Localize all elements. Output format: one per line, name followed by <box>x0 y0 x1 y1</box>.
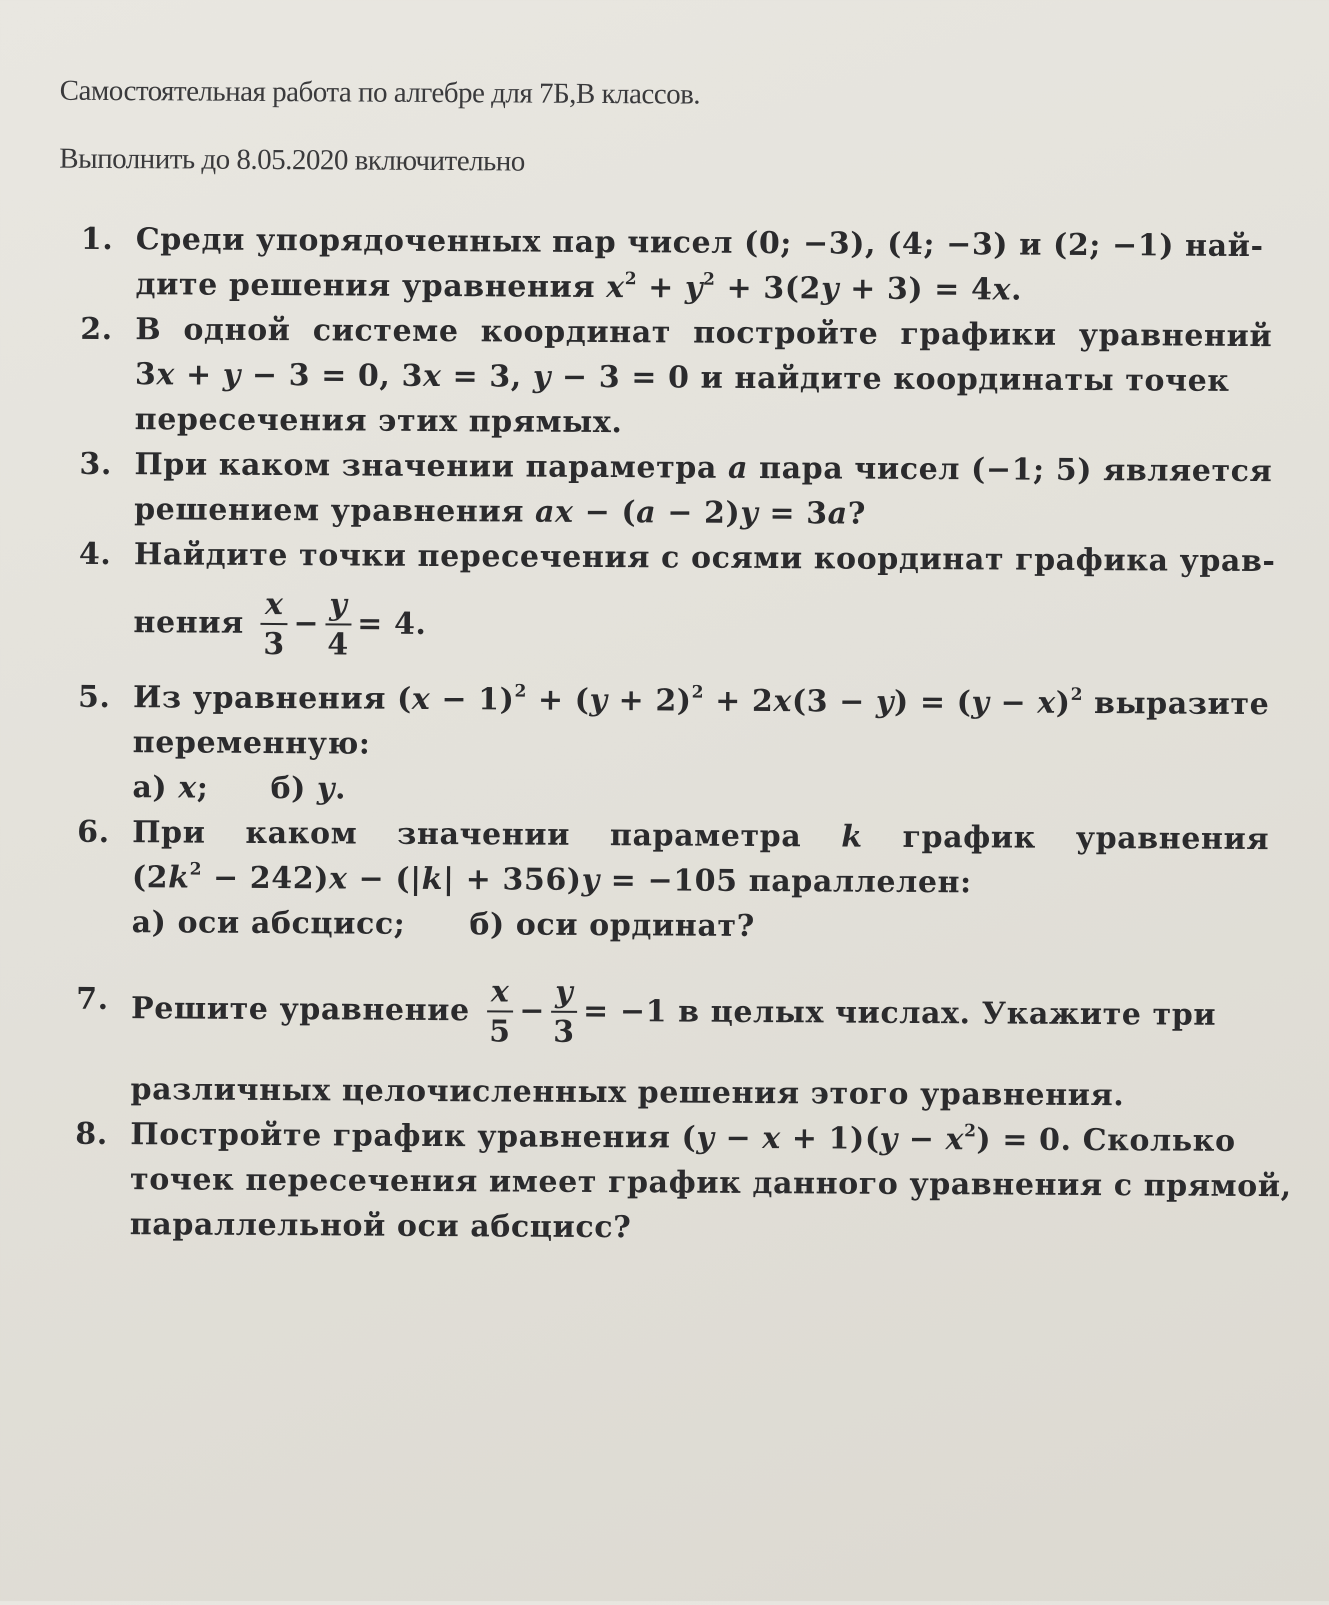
task-number: 2. <box>80 311 113 348</box>
fraction: $\frac{x}{5}$ <box>487 977 514 1047</box>
task-1 <box>80 217 1273 314</box>
task-5 <box>77 675 1270 817</box>
task-number: 5. <box>77 679 111 716</box>
task-text-line: точек пересечения имеет график данного уравнения с прямой, <box>129 1162 1292 1205</box>
task-number: 4. <box>78 536 112 573</box>
task-number: 3. <box>79 446 113 483</box>
task-equation-line: нения $\frac{x}{3}$ − $\frac{y}{4}$ = 4. <box>133 586 427 663</box>
worksheet-title: Самостоятельная работа по алгебре для 7Б,В классов. <box>59 74 701 111</box>
task-list <box>75 217 1292 1254</box>
task-subitems: а) x; б) y. <box>132 770 347 807</box>
task-text-line: различных целочисленных решения этого уравнения. <box>130 1072 1125 1114</box>
task-text-line: При каком значении параметра k график уравнения <box>132 815 1270 858</box>
task-number: 1. <box>80 221 114 258</box>
task-6 <box>76 810 1269 952</box>
task-text-line: 3x + y − 3 = 0, 3x = 3, y − 3 = 0 и найдите координаты точек <box>134 357 1230 399</box>
deadline-note: Выполнить до 8.05.2020 включительно <box>59 142 525 178</box>
fraction: $\frac{y}{4}$ <box>325 590 351 660</box>
task-text-line: Среди упорядоченных пар чисел (0; −3), (4; −3) и (2; −1) най- <box>135 222 1264 265</box>
task-2 <box>80 307 1273 449</box>
task-text-line: переменную: <box>132 725 371 762</box>
task-text-line: Из уравнения $(x - 1)^2 + (y + 2)^2 + 2x(3 - y) = (y - x)^2$ выразите <box>132 680 1270 723</box>
task-subitems: а) оси абсцисс; б) оси ординат? <box>131 905 755 944</box>
task-3 <box>79 442 1272 539</box>
task-text-line: $(2k^2 - 242)x - (|k| + 356)y = -105$ параллелен: <box>131 859 972 901</box>
task-text-line: При каком значении параметра a пара чисел (−1; 5) является <box>134 447 1273 490</box>
task-number: 7. <box>76 981 109 1018</box>
task-text-line: Найдите точки пересечения с осями координат графика урав- <box>133 537 1276 580</box>
task-text-line: параллельной оси абсцисс? <box>129 1207 632 1246</box>
task-text-line: Постройте график уравнения $(y - x + 1)(y - x^2) = 0$. Сколько <box>130 1117 1236 1159</box>
task-equation-line: Решите уравнение $\frac{x}{5}$ − $\frac{y}{3}$ = −1 в целых числах. Укажите три <box>130 974 1217 1050</box>
task-text-line: решением уравнения ax − (a − 2)y = 3a? <box>134 492 867 532</box>
task-7 <box>75 963 1268 1119</box>
task-number: 6. <box>77 814 110 851</box>
task-text-line: пересечения этих прямых. <box>134 402 623 441</box>
task-text-line: В одной системе координат постройте графики уравнений <box>135 312 1273 355</box>
task-number: 8. <box>75 1116 108 1153</box>
fraction: $\frac{y}{3}$ <box>551 978 577 1048</box>
fraction: $\frac{x}{3}$ <box>261 590 288 660</box>
task-8 <box>75 1112 1292 1254</box>
task-4 <box>78 532 1276 676</box>
task-text-line: дите решения уравнения $x^2 + y^2 + 3(2y + 3) = 4x$. <box>135 267 1023 308</box>
